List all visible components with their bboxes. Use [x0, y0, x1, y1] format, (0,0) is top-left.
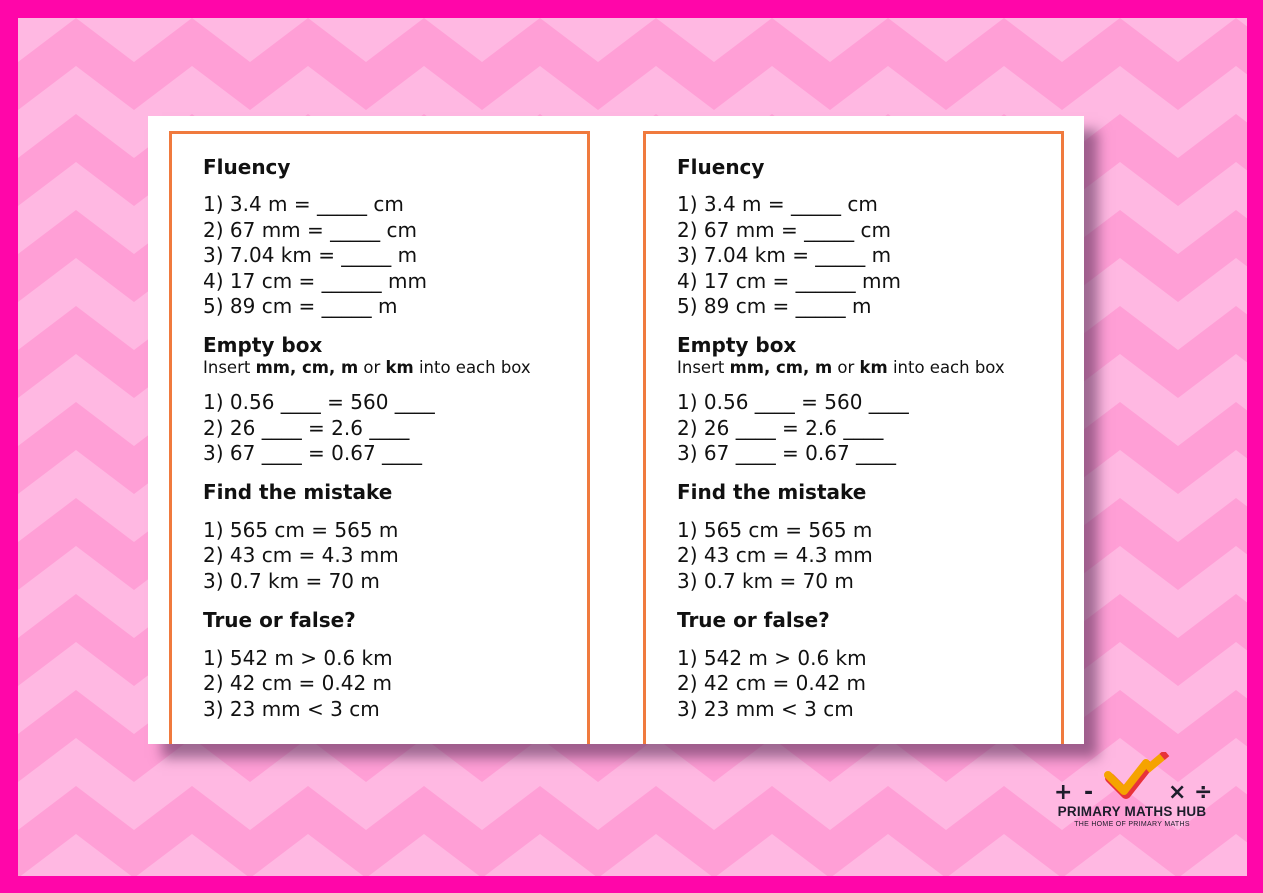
question-line: 3) 7.04 km = _____ m	[203, 243, 418, 268]
question-line: 4) 17 cm = ______ mm	[203, 268, 427, 293]
question-line: 3) 67 ____ = 0.67 ____	[203, 441, 423, 466]
question-line: 5) 89 cm = _____ m	[677, 294, 872, 319]
worksheet-card-right	[643, 131, 1064, 744]
question-line: 1) 542 m > 0.6 km	[203, 645, 393, 670]
question-line: 2) 26 ____ = 2.6 ____	[203, 415, 410, 440]
question-line: 5) 89 cm = _____ m	[203, 294, 398, 319]
question-line: 1) 3.4 m = _____ cm	[203, 192, 404, 216]
question-line: 3) 67 ____ = 0.67 ____	[677, 441, 897, 466]
instruction-part: mm, cm, m	[729, 357, 833, 377]
instruction-part: or	[832, 357, 860, 377]
section-title-true-or-false: True or false?	[677, 607, 830, 632]
question-line: 2) 26 ____ = 2.6 ____	[677, 415, 884, 440]
question-line: 2) 67 mm = _____ cm	[677, 217, 891, 242]
section-title-find-the-mistake: Find the mistake	[677, 479, 867, 504]
question-line: 3) 0.7 km = 70 m	[203, 568, 380, 593]
plus-symbol: +	[1054, 780, 1073, 805]
instruction-text	[677, 358, 1053, 378]
worksheet-preview	[148, 116, 1084, 744]
minus-symbol: -	[1084, 780, 1094, 805]
instruction-part: km	[385, 357, 414, 377]
divide-symbol: ÷	[1194, 780, 1213, 805]
question-line: 3) 7.04 km = _____ m	[677, 243, 892, 268]
question-line: 1) 0.56 ____ = 560 ____	[677, 389, 909, 414]
instruction-text	[203, 358, 579, 378]
worksheet-card-left	[169, 131, 590, 744]
section-title-fluency: Fluency	[677, 155, 765, 179]
instruction-part: into each box	[887, 357, 1005, 377]
instruction-part: km	[859, 357, 888, 377]
question-line: 1) 0.56 ____ = 560 ____	[203, 389, 435, 414]
question-line: 1) 565 cm = 565 m	[203, 517, 399, 542]
section-title-fluency: Fluency	[203, 155, 291, 179]
primary-maths-hub-logo	[1040, 752, 1225, 832]
question-line: 2) 42 cm = 0.42 m	[677, 671, 867, 696]
question-line: 2) 43 cm = 4.3 mm	[677, 543, 873, 568]
instruction-part: Insert	[677, 357, 730, 377]
instruction-part: into each box	[413, 357, 531, 377]
section-title-find-the-mistake: Find the mistake	[203, 479, 393, 504]
question-line: 1) 3.4 m = _____ cm	[677, 192, 878, 216]
question-line: 2) 42 cm = 0.42 m	[203, 671, 393, 696]
logo-tagline: THE HOME OF PRIMARY MATHS	[1074, 821, 1190, 828]
question-line: 3) 23 mm < 3 cm	[203, 696, 380, 721]
question-line: 3) 23 mm < 3 cm	[677, 696, 854, 721]
question-line: 1) 542 m > 0.6 km	[677, 645, 867, 670]
question-line: 1) 565 cm = 565 m	[677, 517, 873, 542]
logo-name: PRIMARY MATHS HUB	[1057, 804, 1207, 819]
section-title-true-or-false: True or false?	[203, 607, 356, 632]
question-line: 2) 67 mm = _____ cm	[203, 217, 417, 242]
question-line: 2) 43 cm = 4.3 mm	[203, 543, 399, 568]
checkmark-icon	[1104, 752, 1174, 804]
question-line: 4) 17 cm = ______ mm	[677, 268, 901, 293]
instruction-part: Insert	[203, 357, 256, 377]
instruction-part: or	[358, 357, 386, 377]
section-title-empty-box: Empty box	[677, 332, 797, 357]
section-title-empty-box: Empty box	[203, 332, 323, 357]
question-line: 3) 0.7 km = 70 m	[677, 568, 854, 593]
instruction-part: mm, cm, m	[255, 357, 359, 377]
times-symbol: ×	[1168, 780, 1187, 805]
